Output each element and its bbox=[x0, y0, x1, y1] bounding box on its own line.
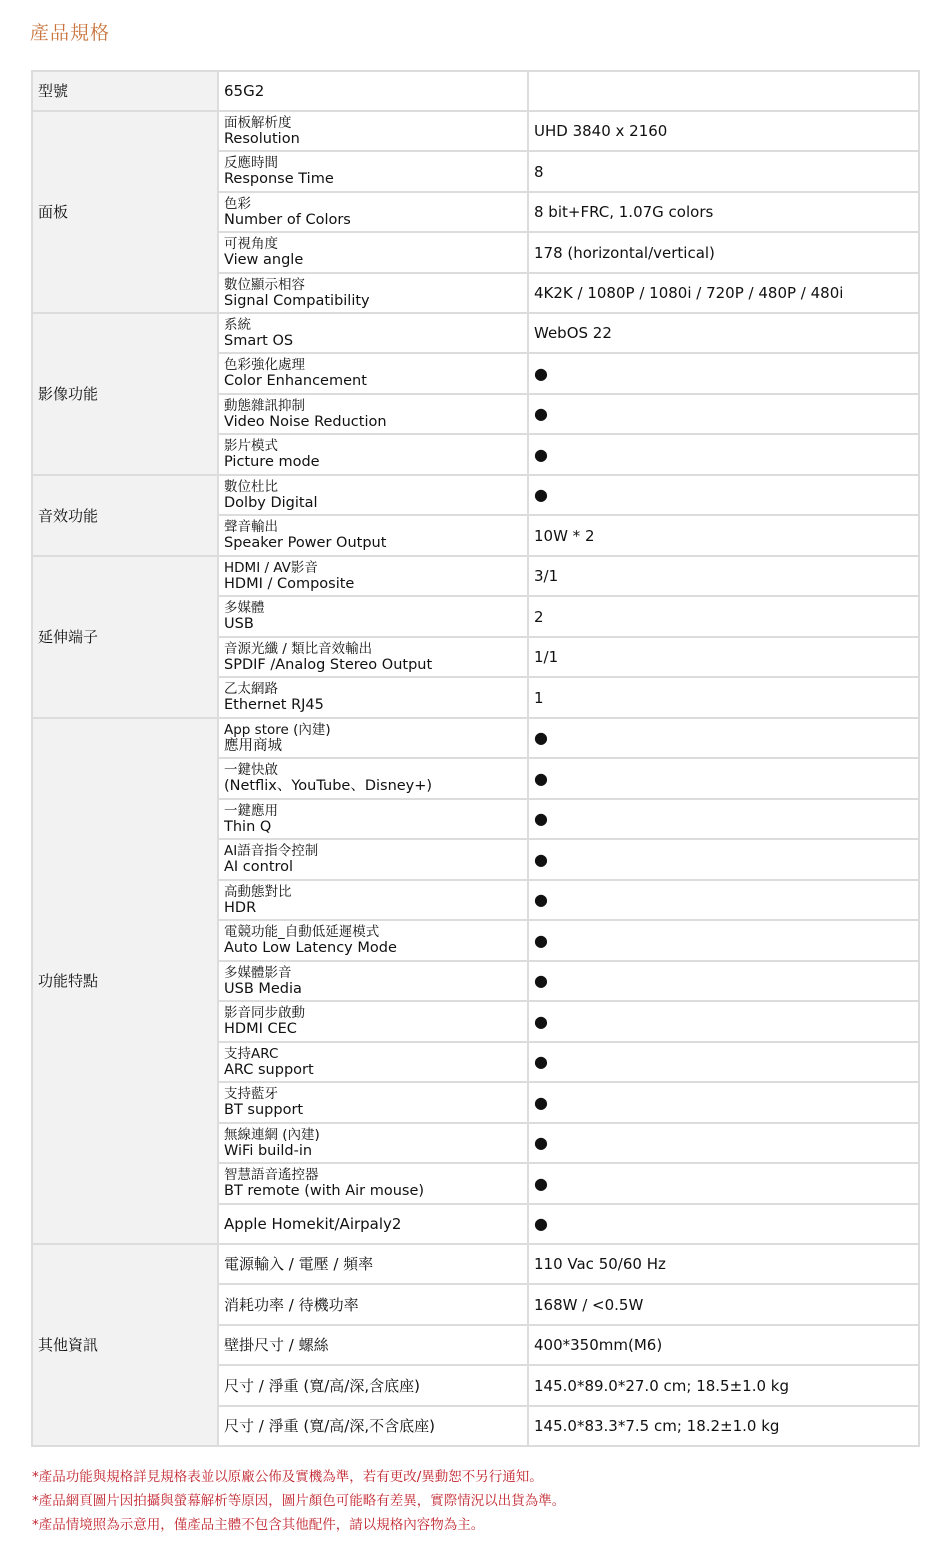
spec-label-zh: 數位杜比 bbox=[224, 478, 278, 495]
spec-label: 壁掛尺寸 / 螺絲 bbox=[218, 1325, 528, 1365]
spec-label: 消耗功率 / 待機功率 bbox=[218, 1284, 528, 1325]
table-row bbox=[32, 111, 919, 151]
spec-label bbox=[218, 880, 528, 920]
spec-label-en: ARC support bbox=[224, 1061, 314, 1078]
spec-label bbox=[218, 394, 528, 434]
table-row-model bbox=[32, 71, 919, 111]
spec-label-zh: 可視角度 bbox=[224, 236, 278, 252]
spec-value: 178 (horizontal/vertical) bbox=[528, 232, 919, 273]
supported-dot-icon: ● bbox=[528, 1042, 919, 1082]
spec-label-zh: 智慧語音遙控器 bbox=[224, 1167, 319, 1183]
spec-label-zh: 多媒體 bbox=[224, 600, 265, 616]
group-label: 延伸端子 bbox=[32, 556, 218, 718]
spec-value: 8 bit+FRC, 1.07G colors bbox=[528, 192, 919, 232]
spec-value: 1 bbox=[528, 677, 919, 718]
supported-dot-icon: ● bbox=[528, 353, 919, 394]
spec-value: 400*350mm(M6) bbox=[528, 1325, 919, 1365]
spec-label bbox=[218, 1082, 528, 1123]
spec-label-zh: 高動態對比 bbox=[224, 883, 292, 900]
spec-label: Apple Homekit/Airpaly2 bbox=[218, 1204, 528, 1244]
spec-label bbox=[218, 353, 528, 394]
spec-label bbox=[218, 434, 528, 475]
spec-value: 3/1 bbox=[528, 556, 919, 596]
spec-label-en: (Netflix、YouTube、Disney+) bbox=[224, 778, 433, 794]
supported-dot-icon: ● bbox=[528, 839, 919, 880]
spec-value: 110 Vac 50/60 Hz bbox=[528, 1244, 919, 1284]
spec-label bbox=[218, 192, 528, 232]
table-row bbox=[32, 475, 919, 515]
spec-label-zh: 影片模式 bbox=[224, 438, 278, 454]
spec-label bbox=[218, 232, 528, 273]
supported-dot-icon: ● bbox=[528, 1123, 919, 1163]
supported-dot-icon: ● bbox=[528, 799, 919, 839]
spec-label-zh: 影音同步啟動 bbox=[224, 1005, 305, 1021]
spec-label-zh: 動態雜訊抑制 bbox=[224, 397, 305, 414]
spec-label bbox=[218, 799, 528, 839]
spec-label-en: AI control bbox=[224, 859, 294, 875]
spec-label-en: Resolution bbox=[224, 130, 300, 147]
spec-label-zh: HDMI / AV影音 bbox=[224, 559, 318, 576]
table-row bbox=[32, 718, 919, 758]
spec-value: 2 bbox=[528, 596, 919, 637]
spec-value: 145.0*89.0*27.0 cm; 18.5±1.0 kg bbox=[528, 1365, 919, 1406]
spec-label bbox=[218, 961, 528, 1001]
spec-label bbox=[218, 151, 528, 192]
spec-value: 8 bbox=[528, 151, 919, 192]
spec-label-en: BT support bbox=[224, 1102, 304, 1118]
spec-label bbox=[218, 475, 528, 515]
page-title: 產品規格 bbox=[30, 22, 111, 44]
supported-dot-icon: ● bbox=[528, 880, 919, 920]
spec-value: UHD 3840 x 2160 bbox=[528, 111, 919, 151]
spec-label bbox=[218, 839, 528, 880]
table-row bbox=[32, 1244, 919, 1284]
supported-dot-icon: ● bbox=[528, 1001, 919, 1042]
note-line: *產品功能與規格詳見規格表並以原廠公佈及實機為準，若有更改/異動恕不另行通知。 bbox=[32, 1469, 543, 1485]
spec-label bbox=[218, 718, 528, 758]
note-line: *產品情境照為示意用，僅產品主體不包含其他配件，請以規格內容物為主。 bbox=[32, 1517, 485, 1533]
spec-label-en: HDR bbox=[224, 899, 257, 916]
spec-label-zh: 面板解析度 bbox=[224, 114, 292, 131]
spec-label bbox=[218, 596, 528, 637]
spec-value: 168W / <0.5W bbox=[528, 1284, 919, 1325]
supported-dot-icon: ● bbox=[528, 961, 919, 1001]
spec-label bbox=[218, 920, 528, 961]
spec-label bbox=[218, 1163, 528, 1204]
spec-label-zh: 數位顯示相容 bbox=[224, 276, 305, 293]
supported-dot-icon: ● bbox=[528, 1082, 919, 1123]
model-value: 65G2 bbox=[218, 71, 528, 111]
spec-label-en: BT remote (with Air mouse) bbox=[224, 1183, 425, 1199]
spec-value: 10W * 2 bbox=[528, 515, 919, 556]
group-label: 其他資訊 bbox=[32, 1244, 218, 1446]
spec-label-zh: App store (內建) bbox=[224, 721, 331, 738]
spec-label-en: 應用商城 bbox=[224, 737, 282, 754]
spec-label bbox=[218, 515, 528, 556]
group-label: 功能特點 bbox=[32, 718, 218, 1244]
spec-label-zh: 色彩強化處理 bbox=[224, 357, 305, 373]
spec-label bbox=[218, 637, 528, 677]
spec-label-zh: AI語音指令控制 bbox=[224, 843, 319, 859]
spec-label-zh: 支持ARC bbox=[224, 1045, 279, 1062]
spec-label-en: SPDIF /Analog Stereo Output bbox=[224, 656, 433, 673]
spec-label bbox=[218, 111, 528, 151]
spec-label-zh: 反應時間 bbox=[224, 155, 278, 171]
supported-dot-icon: ● bbox=[528, 920, 919, 961]
spec-label bbox=[218, 556, 528, 596]
spec-label-en: Number of Colors bbox=[224, 211, 351, 228]
spec-label-en: View angle bbox=[224, 252, 304, 268]
supported-dot-icon: ● bbox=[528, 758, 919, 799]
spec-label-en: HDMI CEC bbox=[224, 1021, 297, 1037]
spec-label bbox=[218, 758, 528, 799]
table-row bbox=[32, 313, 919, 353]
supported-dot-icon: ● bbox=[528, 1204, 919, 1244]
spec-label-en: HDMI / Composite bbox=[224, 575, 355, 592]
supported-dot-icon: ● bbox=[528, 718, 919, 758]
spec-label-zh: 聲音輸出 bbox=[224, 519, 278, 535]
spec-label-en: Auto Low Latency Mode bbox=[224, 940, 397, 956]
spec-label-zh: 支持藍牙 bbox=[224, 1086, 278, 1102]
spec-label-zh: 一鍵應用 bbox=[224, 802, 278, 819]
spec-label: 尺寸 / 淨重 (寬/高/深,不含底座) bbox=[218, 1406, 528, 1446]
spec-label-en: WiFi build-in bbox=[224, 1142, 313, 1159]
spec-label-en: Response Time bbox=[224, 171, 334, 187]
spec-label-en: Dolby Digital bbox=[224, 494, 318, 511]
spec-label bbox=[218, 1001, 528, 1042]
spec-label-en: Video Noise Reduction bbox=[224, 413, 387, 430]
spec-label bbox=[218, 677, 528, 718]
spec-label bbox=[218, 273, 528, 313]
note-line: *產品網頁圖片因拍攝與螢幕解析等原因，圖片顏色可能略有差異，實際情況以出貨為準。 bbox=[32, 1493, 566, 1509]
spec-label: 尺寸 / 淨重 (寬/高/深,含底座) bbox=[218, 1365, 528, 1406]
spec-label-zh: 系統 bbox=[224, 316, 251, 333]
group-label: 音效功能 bbox=[32, 475, 218, 556]
spec-label-en: Color Enhancement bbox=[224, 373, 367, 389]
spec-label-en: Ethernet RJ45 bbox=[224, 697, 324, 713]
spec-label-zh: 乙太網路 bbox=[224, 681, 278, 697]
spec-label-zh: 多媒體影音 bbox=[224, 964, 292, 981]
spec-label-en: Smart OS bbox=[224, 332, 294, 349]
spec-label-zh: 音源光纖 / 類比音效輸出 bbox=[224, 640, 373, 657]
spec-label-zh: 電競功能_自動低延遲模式 bbox=[224, 924, 380, 940]
spec-value: 145.0*83.3*7.5 cm; 18.2±1.0 kg bbox=[528, 1406, 919, 1446]
spec-label bbox=[218, 1042, 528, 1082]
spec-label-en: Signal Compatibility bbox=[224, 292, 370, 309]
table-row bbox=[32, 556, 919, 596]
supported-dot-icon: ● bbox=[528, 475, 919, 515]
spec-label-zh: 無線連網 (內建) bbox=[224, 1126, 320, 1143]
spec-label-zh: 色彩 bbox=[224, 195, 251, 212]
spec-label bbox=[218, 313, 528, 353]
group-label: 影像功能 bbox=[32, 313, 218, 475]
supported-dot-icon: ● bbox=[528, 434, 919, 475]
supported-dot-icon: ● bbox=[528, 1163, 919, 1204]
spec-value: 4K2K / 1080P / 1080i / 720P / 480P / 480i bbox=[528, 273, 919, 313]
spec-label: 電源輸入 / 電壓 / 頻率 bbox=[218, 1244, 528, 1284]
disclaimer-notes bbox=[32, 1465, 565, 1537]
group-label: 面板 bbox=[32, 111, 218, 313]
spec-value: WebOS 22 bbox=[528, 313, 919, 353]
spec-label bbox=[218, 1123, 528, 1163]
spec-label-en: Picture mode bbox=[224, 454, 320, 470]
supported-dot-icon: ● bbox=[528, 394, 919, 434]
spec-label-en: USB Media bbox=[224, 980, 302, 997]
model-label: 型號 bbox=[32, 71, 218, 111]
spec-label-en: Thin Q bbox=[224, 818, 272, 835]
spec-label-en: Speaker Power Output bbox=[224, 535, 387, 551]
spec-value: 1/1 bbox=[528, 637, 919, 677]
spec-label-zh: 一鍵快啟 bbox=[224, 762, 278, 778]
spec-label-en: USB bbox=[224, 616, 254, 632]
spec-table bbox=[31, 70, 920, 1447]
empty-cell bbox=[528, 71, 919, 111]
